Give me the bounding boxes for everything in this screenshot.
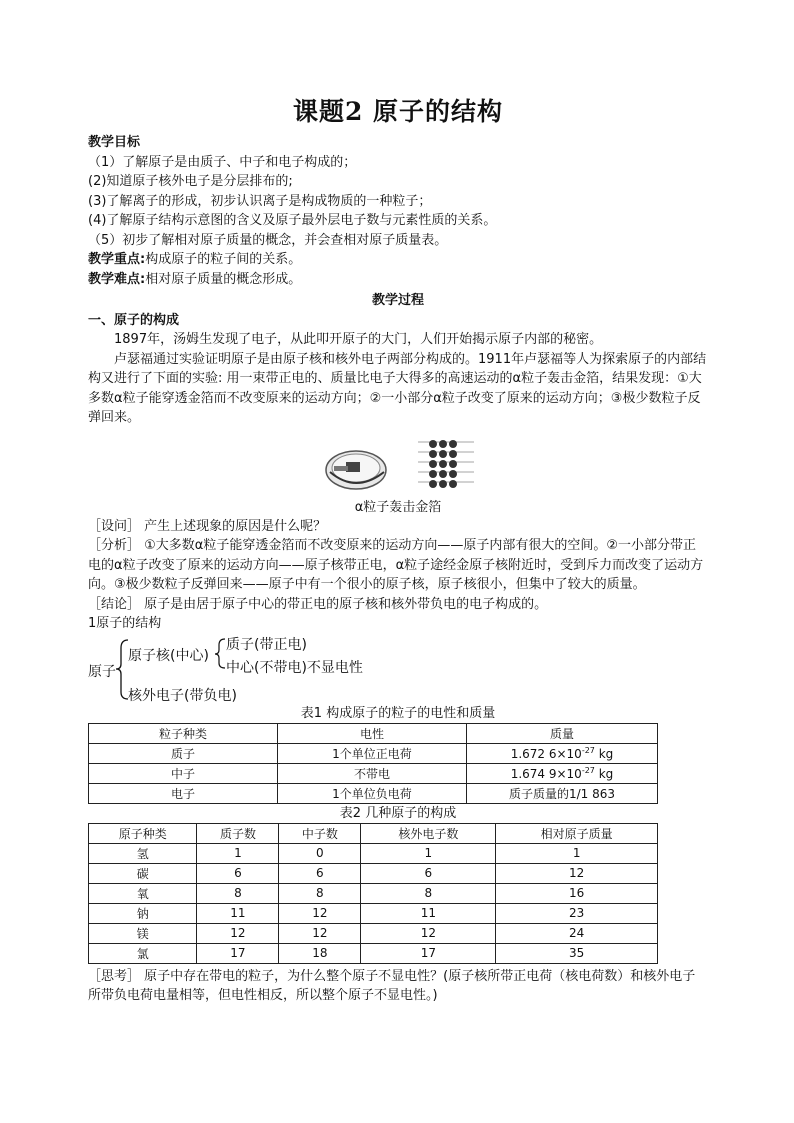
mass-text: 质子质量的1/1 863 <box>508 786 616 801</box>
table-row <box>89 743 658 763</box>
table-cell: 24 <box>496 923 658 943</box>
page-title: 课题2 原子的结构 <box>292 97 504 126</box>
table-header: 中子数 <box>279 823 361 843</box>
table-cell: 12 <box>361 923 496 943</box>
table-row <box>89 843 658 863</box>
objective-item: （5）初步了解相对原子质量的概念，并会查相对原子质量表。 <box>88 232 448 248</box>
table-cell: 18 <box>279 943 361 963</box>
table-cell: 1 <box>197 843 279 863</box>
table-header: 相对原子质量 <box>496 823 658 843</box>
table-cell: 6 <box>361 863 496 883</box>
table-cell: 8 <box>279 883 361 903</box>
table-cell: 12 <box>279 903 361 923</box>
analysis-paragraph: ［分析］ ①大多数α粒子能穿透金箔而不改变原来的运动方向——原子内部有很大的空间。②一小部分带正电的α粒子改变了原来的运动方向——原子核带正电，α粒子途经金原子核附近时，受到斥力而改变了运动方向。③极少数粒子反弹回来——原子中有一个很小的原子核，原子核很小，但集中了较大的质量。 <box>88 538 704 592</box>
key-point <box>88 250 708 270</box>
think-paragraph: ［思考］ 原子中存在带电的粒子，为什么整个原子不显电性？(原子核所带正电荷（核电荷数）和核外电子所带负电荷电量相等，但电性相反，所以整个原子不显电性。) <box>88 968 696 1003</box>
table-cell: 氯 <box>89 943 197 963</box>
table-header-row <box>89 823 658 843</box>
table-cell: 1 <box>496 843 658 863</box>
table-cell: 12 <box>279 923 361 943</box>
key-point-label: 教学重点: <box>88 252 146 267</box>
table-cell: 碳 <box>89 863 197 883</box>
table-cell: 23 <box>496 903 658 923</box>
difficulty-label: 教学难点: <box>88 271 146 287</box>
table-cell: 6 <box>279 863 361 883</box>
mass-exponent: -27 <box>581 745 595 755</box>
table-cell: 电子 <box>89 783 278 803</box>
table-cell <box>467 763 658 783</box>
table-cell: 12 <box>496 863 658 883</box>
table-cell: 氢 <box>89 843 197 863</box>
apparatus-illustration <box>88 434 708 496</box>
table-cell: 17 <box>197 943 279 963</box>
table-cell: 17 <box>361 943 496 963</box>
table-cell: 11 <box>197 903 279 923</box>
table-row <box>89 783 658 803</box>
table-cell: 中子 <box>89 763 278 783</box>
table-cell: 1个单位正电荷 <box>278 743 467 763</box>
process-heading: 教学过程 <box>371 293 424 308</box>
mass-exponent: -27 <box>581 765 595 775</box>
mass-mantissa: 1.672 6×10 <box>510 746 582 761</box>
mass-unit: kg <box>594 746 614 761</box>
objective-item: (4)了解原子结构示意图的含义及原子最外层电子数与元素性质的关系。 <box>88 213 497 228</box>
table-cell: 6 <box>197 863 279 883</box>
table-row <box>89 883 658 903</box>
table-cell: 0 <box>279 843 361 863</box>
nucleus-label: 原子核(中心) <box>128 647 209 664</box>
table-header: 电性 <box>278 723 467 743</box>
figure-caption: α粒子轰击金箔 <box>354 499 442 515</box>
objectives-heading: 教学目标 <box>88 135 141 150</box>
structure-heading: 1原子的结构 <box>88 616 162 631</box>
table1-caption: 表1 构成原子的粒子的电性和质量 <box>300 705 496 721</box>
table-header: 质量 <box>467 723 658 743</box>
table-cell: 11 <box>361 903 496 923</box>
table-cell: 12 <box>197 923 279 943</box>
table-cell <box>467 783 658 803</box>
objective-item: (3)了解离子的形成，初步认识离子是构成物质的一种粒子； <box>88 193 432 209</box>
table-header: 核外电子数 <box>361 823 496 843</box>
table-row <box>89 923 658 943</box>
table-cell: 1个单位负电荷 <box>278 783 467 803</box>
particle-table <box>88 723 658 804</box>
table-cell: 8 <box>197 883 279 903</box>
document-page <box>88 95 708 1006</box>
objective-item: （1）了解原子是由质子、中子和电子构成的； <box>88 154 357 170</box>
table-row <box>89 903 658 923</box>
proton-label: 质子(带正电) <box>226 636 307 653</box>
atom-structure-diagram <box>88 636 708 702</box>
table-cell: 16 <box>496 883 658 903</box>
table-cell: 35 <box>496 943 658 963</box>
question-line: ［设问］ 产生上述现象的原因是什么呢？ <box>88 518 327 534</box>
table-cell: 1 <box>361 843 496 863</box>
neutron-label: 中心(不带电)不显电性 <box>226 659 363 676</box>
table-row <box>89 763 658 783</box>
key-point-text: 构成原子的粒子间的关系。 <box>145 252 302 267</box>
table-header: 质子数 <box>197 823 279 843</box>
table-cell: 8 <box>361 883 496 903</box>
difficulty-point <box>88 270 708 290</box>
table-row <box>89 943 658 963</box>
table-row <box>89 863 658 883</box>
paragraph-rutherford: 卢瑟福通过实验证明原子是由原子核和核外电子两部分构成的。1911年卢瑟福等人为探索原子的内部结构又进行了下面的实验: 用一束带正电的、质量比电子大得多的高速运动的α粒子轰击金箔，结果发现：①大多数α粒子能穿透金箔而不改变原来的运动方向；②一小部分α粒子改变了原来的运动方向；③极少数粒子反弹回来。 <box>88 351 707 425</box>
table-cell: 质子 <box>89 743 278 763</box>
difficulty-text: 相对原子质量的概念形成。 <box>145 271 302 287</box>
atom-composition-table <box>88 823 658 964</box>
electron-label: 核外电子(带负电) <box>128 687 237 704</box>
objective-item: (2)知道原子核外电子是分层排布的; <box>88 174 293 189</box>
table-cell: 氧 <box>89 883 197 903</box>
table-header: 粒子种类 <box>89 723 278 743</box>
mass-unit: kg <box>594 766 614 781</box>
table-cell: 钠 <box>89 903 197 923</box>
table-cell <box>467 743 658 763</box>
table-header: 原子种类 <box>89 823 197 843</box>
conclusion-line: ［结论］ 原子是由居于原子中心的带正电的原子核和核外带负电的电子构成的。 <box>88 596 548 612</box>
atom-label: 原子 <box>88 663 116 680</box>
table2-caption: 表2 几种原子的构成 <box>339 805 457 821</box>
table-header-row <box>89 723 658 743</box>
table-cell: 镁 <box>89 923 197 943</box>
mass-mantissa: 1.674 9×10 <box>510 766 582 781</box>
paragraph-thomson: 1897年，汤姆生发现了电子，从此叩开原子的大门，人们开始揭示原子内部的秘密。 <box>114 332 603 347</box>
alpha-experiment-figure <box>88 434 708 496</box>
section-heading: 一、原子的构成 <box>88 312 180 328</box>
table-cell: 不带电 <box>278 763 467 783</box>
